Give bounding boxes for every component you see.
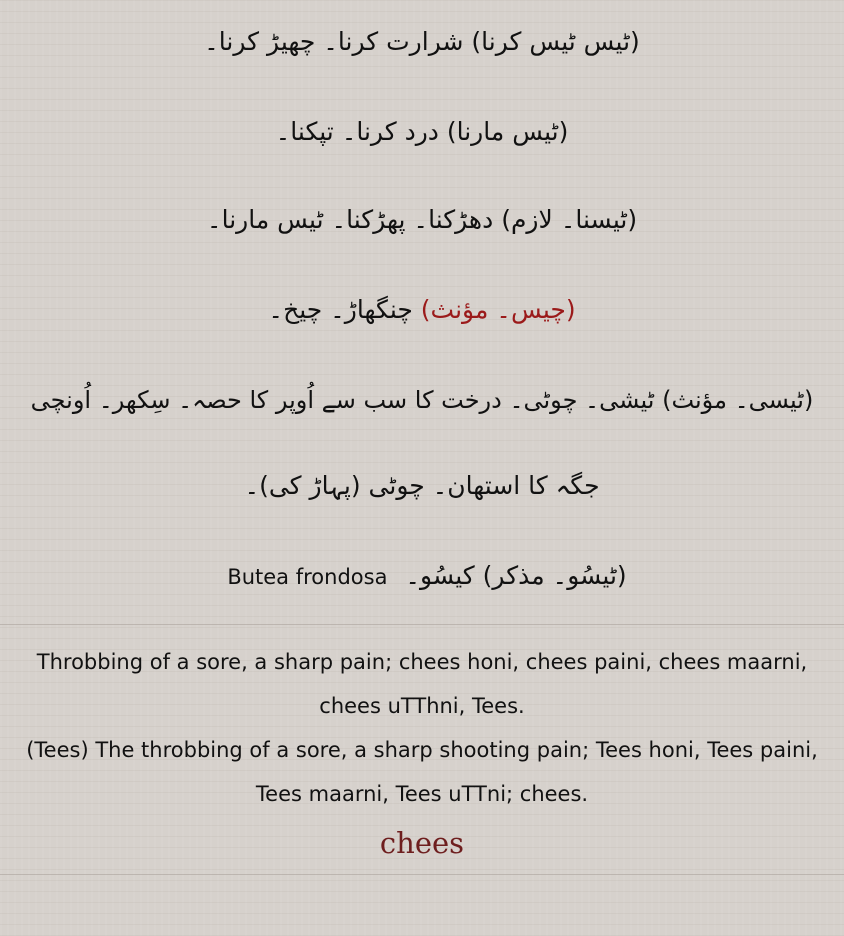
- section-divider: [0, 624, 844, 625]
- urdu-entry-teesna: (ٹیسنا۔ لازم) دھڑکنا۔ پھڑکنا۔ ٹیس مارنا۔: [206, 205, 638, 234]
- english-definition-tees: (Tees) The throbbing of a sore, a sharp shooting pain; Tees honi, Tees paini, Tees maarni, Tees uTTni; chees.: [26, 738, 818, 806]
- chees-meaning: چنگھاڑ۔ چیخ۔: [268, 295, 413, 324]
- teesu-botanical-name: Butea frondosa: [227, 565, 388, 589]
- english-definition-chees: Throbbing of a sore, a sharp pain; chees honi, chees paini, chees maarni, chees uTThni, Tees.: [36, 650, 808, 718]
- urdu-entry-teesi-line1: (ٹیسی۔ مؤنث) ٹیشی۔ چوٹی۔ درخت کا سب سے اُوپر کا حصہ۔ سِکھر۔ اُونچی: [30, 386, 814, 414]
- urdu-entry-teesi-line2: جگہ کا استھان۔ چوٹی (پہاڑ کی)۔: [244, 471, 600, 500]
- headword: chees: [379, 826, 465, 860]
- teesu-urdu: (ٹیسُو۔ مذکر) کیسُو۔: [405, 561, 627, 590]
- urdu-entry-tees-tees-karna: (ٹیس ٹیس کرنا) شرارت کرنا۔ چھیڑ کرنا۔: [204, 27, 640, 56]
- urdu-entry-tees-marna: (ٹیس مارنا) درد کرنا۔ تپکنا۔: [275, 117, 569, 146]
- bottom-divider: [0, 874, 844, 875]
- urdu-entry-chees: [0, 290, 844, 330]
- urdu-entry-teesu: [0, 556, 844, 597]
- chees-term: (چیس۔ مؤنث): [420, 295, 576, 324]
